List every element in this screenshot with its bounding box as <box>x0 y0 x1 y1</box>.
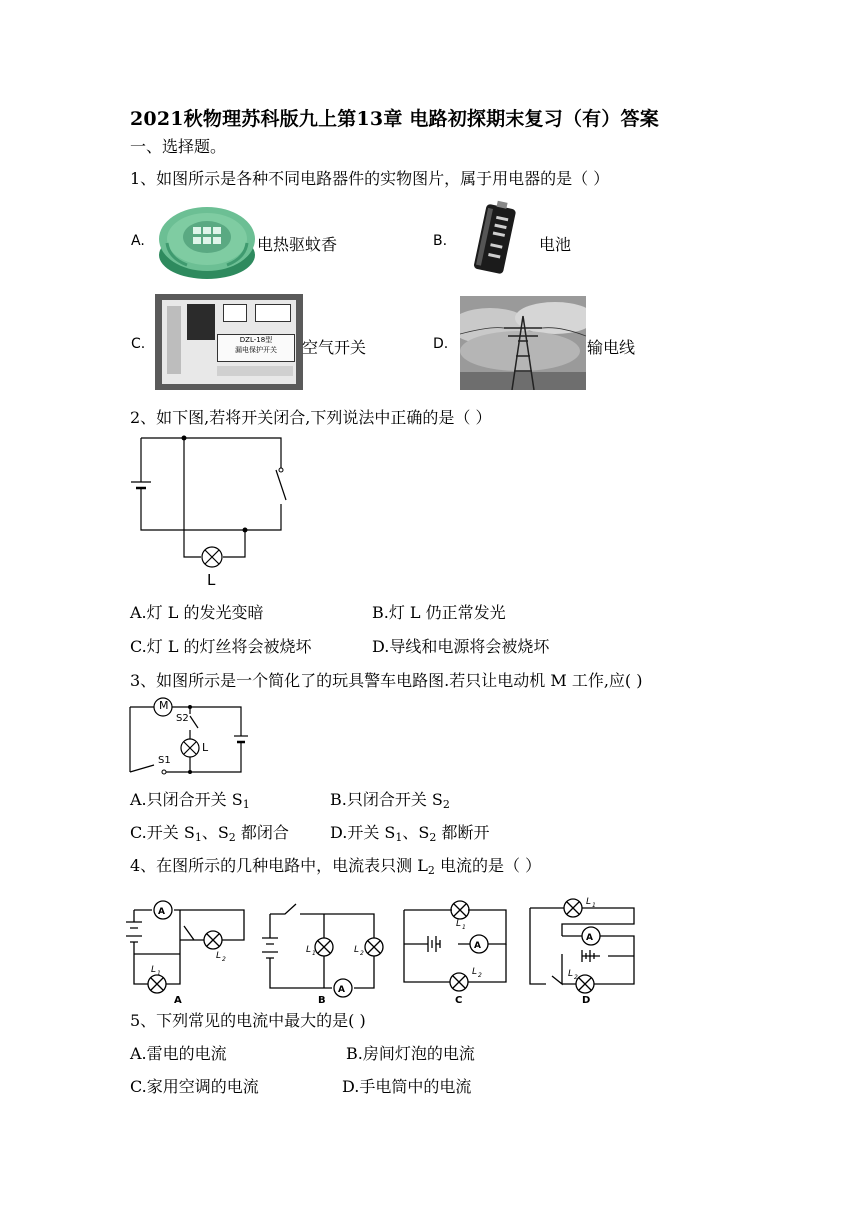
power-line-icon <box>460 296 586 390</box>
q3-lamp-label: L <box>202 741 209 754</box>
q4-figure-b-caption: B <box>318 995 326 1006</box>
svg-text:2: 2 <box>574 974 578 981</box>
q5-option-a: A.雷电的电流 <box>130 1044 227 1063</box>
q2-option-c: C.灯 L 的灯丝将会被烧坏 <box>130 637 312 656</box>
q2-stem: 2、如下图,若将开关闭合,下列说法中正确的是（ ） <box>130 408 492 427</box>
q4-circuit-figures <box>120 896 650 1008</box>
q3-stem: 3、如图所示是一个简化了的玩具警车电路图.若只让电动机 M 工作,应( ) <box>130 671 643 690</box>
svg-text:L: L <box>456 919 462 929</box>
svg-text:L: L <box>306 945 312 955</box>
svg-text:L: L <box>151 965 157 975</box>
q1-option-d-letter: D. <box>433 336 449 352</box>
q4-figure-c-caption: C <box>455 995 463 1006</box>
q3-option-a: A.只闭合开关 $S_1$ <box>130 790 250 811</box>
q1-option-c-letter: C. <box>131 336 146 352</box>
svg-text:L: L <box>472 967 478 977</box>
battery-icon <box>464 198 526 278</box>
svg-text:L: L <box>354 945 360 955</box>
svg-text:L: L <box>568 969 574 979</box>
mosquito-heater-icon <box>157 203 257 281</box>
svg-text:2: 2 <box>478 972 482 979</box>
q2-lamp-label: L <box>207 571 216 589</box>
q2-option-d: D.导线和电源将会被烧坏 <box>372 637 550 656</box>
svg-text:A: A <box>158 907 165 917</box>
svg-text:2: 2 <box>222 956 226 963</box>
q1-option-c-label: 空气开关 <box>302 338 367 357</box>
q3-circuit-diagram <box>128 696 250 776</box>
q5-option-d: D.手电筒中的电流 <box>342 1077 472 1096</box>
q3-s2-label: S2 <box>176 713 189 724</box>
q3-option-b: B.只闭合开关 $S_2$ <box>330 790 450 811</box>
q4-stem: 4、在图所示的几种电路中，电流表只测 $L_2$ 电流的是（ ） <box>130 856 542 877</box>
q1-option-b-letter: B. <box>433 233 448 249</box>
q3-option-c: C.开关 $S_1$、$S_2$ 都闭合 <box>130 823 289 844</box>
air-switch-model-text: DZL-18型 <box>239 336 273 344</box>
svg-text:1: 1 <box>462 924 466 931</box>
svg-text:1: 1 <box>312 950 316 957</box>
q1-option-d-label: 输电线 <box>587 338 636 357</box>
q1-option-a-label: 电热驱蚊香 <box>257 235 338 254</box>
svg-text:A: A <box>586 933 593 943</box>
q2-option-b: B.灯 L 仍正常发光 <box>372 603 506 622</box>
svg-text:L: L <box>586 897 592 907</box>
svg-text:1: 1 <box>157 970 161 977</box>
section-heading: 一、选择题。 <box>130 137 227 156</box>
q5-option-c: C.家用空调的电流 <box>130 1077 259 1096</box>
q2-option-a: A.灯 L 的发光变暗 <box>130 603 264 622</box>
q4-figure-d-caption: D <box>582 995 591 1006</box>
q2-circuit-diagram <box>128 432 292 592</box>
svg-text:L: L <box>216 951 222 961</box>
q3-motor-label: M <box>159 699 169 712</box>
q4-figure-a-caption: A <box>174 995 182 1006</box>
svg-text:1: 1 <box>592 902 596 909</box>
air-switch-icon <box>155 294 303 390</box>
q1-option-b-label: 电池 <box>539 235 572 254</box>
q5-option-b: B.房间灯泡的电流 <box>346 1044 475 1063</box>
q3-s1-label: S1 <box>158 755 171 766</box>
q3-option-d: D.开关 $S_1$、$S_2$ 都断开 <box>330 823 490 844</box>
q1-stem: 1、如图所示是各种不同电路器件的实物图片，属于用电器的是（ ） <box>130 169 610 188</box>
air-switch-name-text: 漏电保护开关 <box>235 346 277 354</box>
document-title: 2021秋物理苏科版九上第13章 电路初探期末复习（有）答案 <box>130 108 659 130</box>
svg-text:2: 2 <box>360 950 364 957</box>
svg-text:A: A <box>338 985 345 995</box>
svg-text:A: A <box>474 941 481 951</box>
q1-option-a-letter: A. <box>131 233 145 249</box>
q5-stem: 5、下列常见的电流中最大的是( ) <box>130 1011 366 1030</box>
